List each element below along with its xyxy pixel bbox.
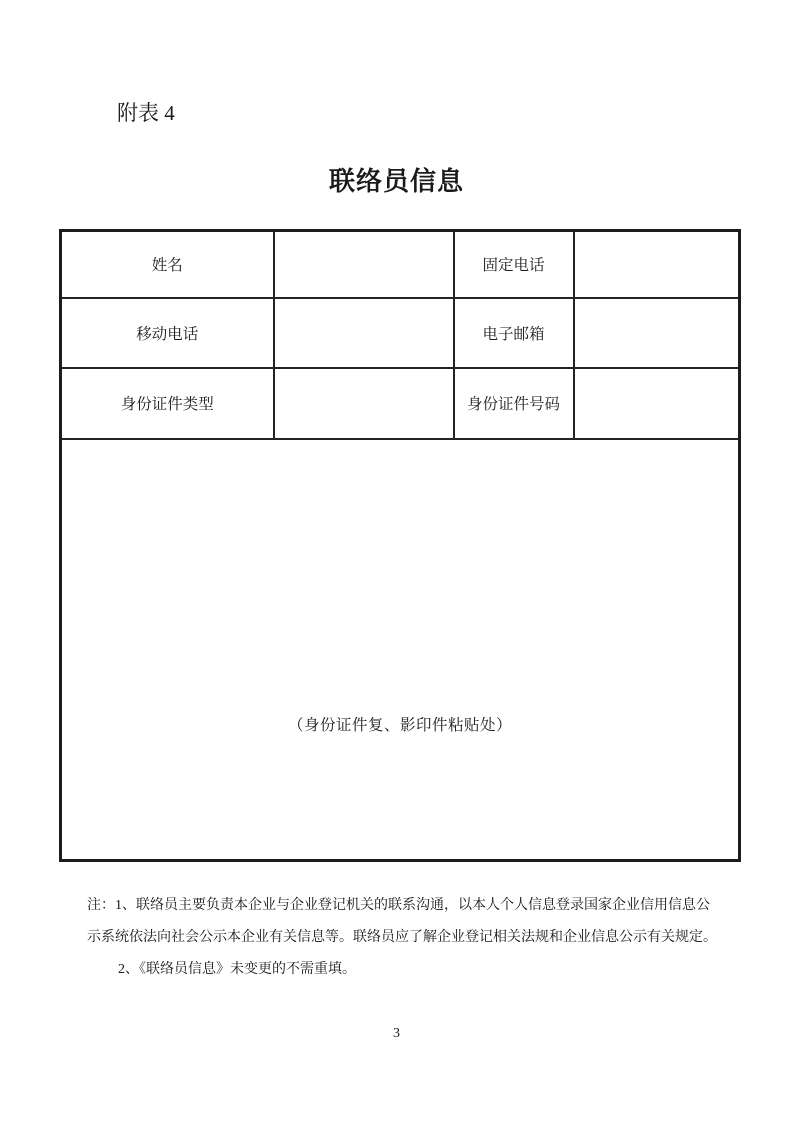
- value-id-number: [574, 368, 740, 439]
- note-line-3: 2、《联络员信息》未变更的不需重填。: [118, 962, 356, 977]
- note-line-2: 示系统依法向社会公示本企业有关信息等。联络员应了解企业登记相关法规和企业信息公示有关规定。: [87, 930, 717, 945]
- paste-area-caption: （身份证件复、影印件粘贴处）: [287, 717, 512, 735]
- page-number: 3: [393, 1026, 400, 1041]
- table-row: [61, 439, 740, 861]
- label-email: 电子邮箱: [454, 298, 574, 368]
- value-name: [274, 231, 454, 298]
- page-title: 联络员信息: [328, 167, 464, 196]
- table-row: [61, 298, 740, 368]
- value-id-type: [274, 368, 454, 439]
- value-fixed-phone: [574, 231, 740, 298]
- value-email: [574, 298, 740, 368]
- table-row: [61, 368, 740, 439]
- label-mobile-phone: 移动电话: [61, 298, 274, 368]
- footnotes: [87, 890, 737, 986]
- label-id-number: 身份证件号码: [454, 368, 574, 439]
- label-fixed-phone: 固定电话: [454, 231, 574, 298]
- contact-info-table: [59, 229, 741, 862]
- label-name: 姓名: [61, 231, 274, 298]
- note-line-1: 注：1、联络员主要负责本企业与企业登记机关的联系沟通，以本人个人信息登录国家企业信用信息公: [87, 898, 710, 913]
- table-row: [61, 231, 740, 298]
- id-copy-paste-area: [61, 439, 740, 861]
- label-id-type: 身份证件类型: [61, 368, 274, 439]
- attachment-table-label: 附表 4: [117, 101, 175, 125]
- value-mobile-phone: [274, 298, 454, 368]
